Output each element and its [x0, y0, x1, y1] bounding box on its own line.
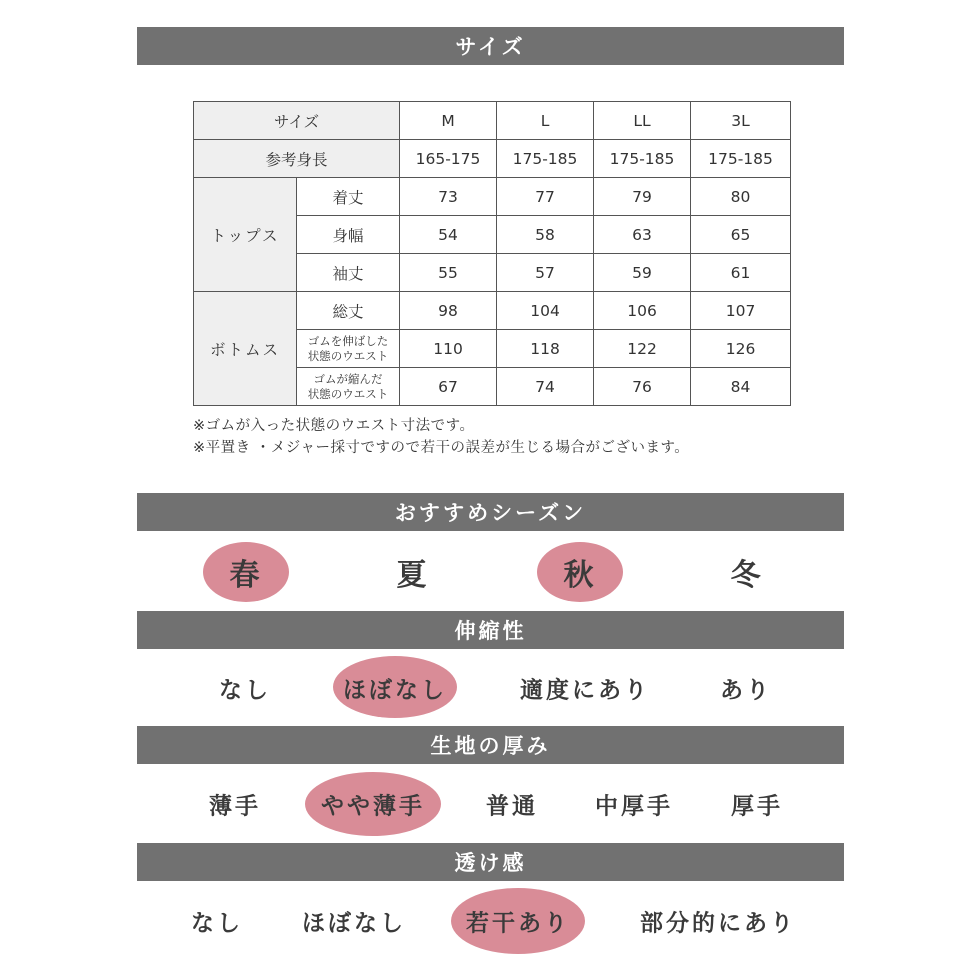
- size-col-header: LL: [594, 102, 691, 140]
- table-row: [194, 292, 791, 330]
- transparency-option: 若干あり: [466, 910, 570, 937]
- size-col-header: M: [400, 102, 497, 140]
- size-section-title: サイズ: [455, 35, 526, 59]
- table-cell: 54: [400, 216, 497, 254]
- transparency-option: ほぼなし: [302, 910, 406, 937]
- season-option: 秋: [563, 558, 597, 593]
- thickness-section-header: [137, 726, 844, 764]
- stretch-option: ほぼなし: [343, 677, 447, 704]
- table-cell: 106: [594, 292, 691, 330]
- season-option: 冬: [730, 558, 764, 593]
- table-cell: 175-185: [497, 140, 594, 178]
- transparency-section-title: 透け感: [454, 851, 527, 875]
- transparency-options: [137, 886, 844, 956]
- note-waist: ※ゴムが入った状態のウエスト寸法です。: [193, 418, 475, 434]
- transparency-option: 部分的にあり: [640, 910, 796, 937]
- transparency-section-header: [137, 843, 844, 881]
- stretch-options: [137, 654, 844, 722]
- size-section-header: [137, 27, 844, 65]
- table-cell: 67: [400, 368, 497, 406]
- tops-group-label: トップス: [194, 178, 297, 292]
- table-cell: 74: [497, 368, 594, 406]
- height-label-cell: 参考身長: [194, 140, 400, 178]
- stretch-section-title: 伸縮性: [454, 619, 527, 643]
- table-cell: 63: [594, 216, 691, 254]
- season-section-header: [137, 493, 844, 531]
- thickness-option: 中厚手: [595, 793, 673, 820]
- row-label-line: 状態のウエスト: [307, 386, 389, 401]
- table-cell: 76: [594, 368, 691, 406]
- row-label: 着丈: [297, 178, 400, 216]
- row-label-line: ゴムを伸ばした: [307, 333, 389, 348]
- stretch-option: 適度にあり: [520, 677, 650, 704]
- table-cell: 84: [691, 368, 791, 406]
- table-cell: 79: [594, 178, 691, 216]
- thickness-option: 薄手: [209, 793, 261, 820]
- table-cell: 55: [400, 254, 497, 292]
- table-cell: 98: [400, 292, 497, 330]
- transparency-option: なし: [191, 910, 243, 937]
- table-row: [194, 140, 791, 178]
- season-option: 夏: [396, 558, 430, 593]
- table-cell: 57: [497, 254, 594, 292]
- size-col-header: 3L: [691, 102, 791, 140]
- season-option: 春: [229, 558, 263, 593]
- bottoms-group-label: ボトムス: [194, 292, 297, 406]
- table-cell: 58: [497, 216, 594, 254]
- table-cell: 65: [691, 216, 791, 254]
- table-cell: 61: [691, 254, 791, 292]
- thickness-section-title: 生地の厚み: [430, 734, 551, 758]
- table-cell: 122: [594, 330, 691, 368]
- row-label: [297, 368, 400, 406]
- size-col-header: L: [497, 102, 594, 140]
- stretch-option: あり: [720, 677, 772, 704]
- stretch-option: なし: [219, 677, 271, 704]
- size-label-cell: サイズ: [194, 102, 400, 140]
- table-cell: 126: [691, 330, 791, 368]
- thickness-options: [137, 770, 844, 838]
- row-label-line: 状態のウエスト: [307, 348, 389, 363]
- table-cell: 175-185: [691, 140, 791, 178]
- table-cell: 118: [497, 330, 594, 368]
- table-header-row: [194, 102, 791, 140]
- row-label: 身幅: [297, 216, 400, 254]
- stretch-section-header: [137, 611, 844, 649]
- row-label: 袖丈: [297, 254, 400, 292]
- size-table: [193, 101, 791, 406]
- table-cell: 175-185: [594, 140, 691, 178]
- table-cell: 110: [400, 330, 497, 368]
- table-cell: 80: [691, 178, 791, 216]
- table-cell: 77: [497, 178, 594, 216]
- table-row: [194, 178, 791, 216]
- table-cell: 165-175: [400, 140, 497, 178]
- season-section-title: おすすめシーズン: [394, 501, 587, 525]
- row-label: [297, 330, 400, 368]
- table-cell: 73: [400, 178, 497, 216]
- table-cell: 104: [497, 292, 594, 330]
- thickness-option: やや薄手: [321, 793, 425, 820]
- row-label: 総丈: [297, 292, 400, 330]
- table-cell: 59: [594, 254, 691, 292]
- season-options: [137, 538, 844, 606]
- note-measurement: ※平置き ・メジャー採寸ですので若干の誤差が生じる場合がございます。: [193, 440, 690, 456]
- thickness-option: 厚手: [731, 793, 783, 820]
- table-cell: 107: [691, 292, 791, 330]
- row-label-line: ゴムが縮んだ: [313, 371, 383, 386]
- thickness-option: 普通: [486, 793, 538, 820]
